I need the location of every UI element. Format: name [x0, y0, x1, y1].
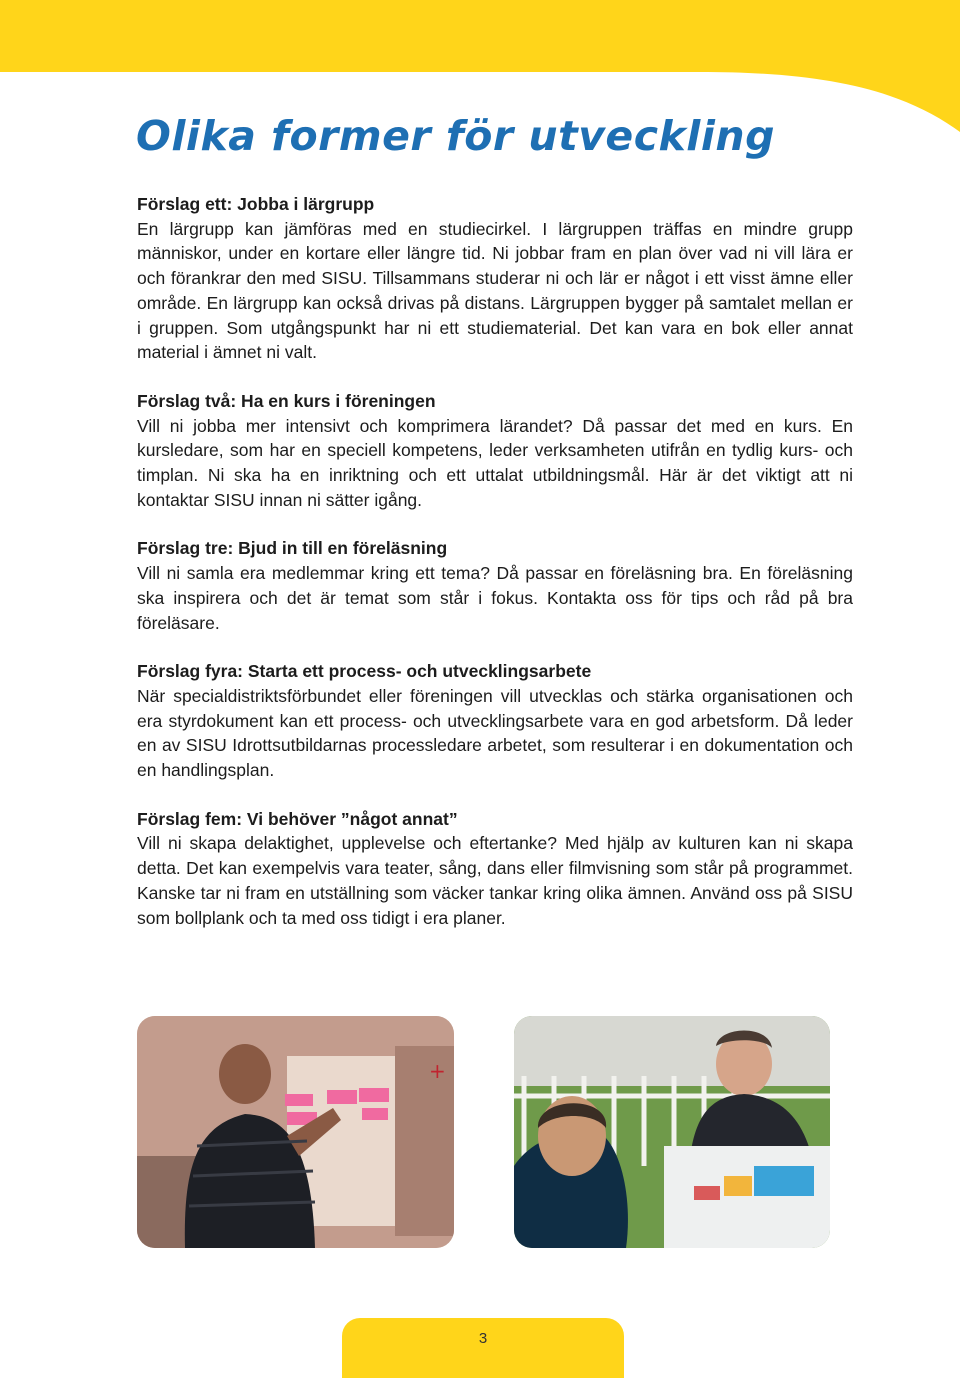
section-text: När specialdistriktsförbundet eller föreningen vill utvecklas och stärka organisationen och era styrdokument kan ett process- och utvecklingsarbete vara en god arbetsform. Då leder en av SISU Idrottsutbildarnas processledare arbetet, som resulterar i en dokumentation och en handlingsplan. [137, 685, 853, 781]
section-process [137, 659, 853, 783]
section-text: En lärgrupp kan jämföras med en studiecirkel. I lärgruppen träffas en mindre grupp människor, under en kortare eller längre tid. Ni jobbar fram en plan över vad ni vill lära er och förankrar den med SISU. Tillsammans studerar ni och lär er något i ett visst ämne eller område. En lärgrupp kan också drivas på distans. Lärgruppen bygger på samtalet mellan er i gruppen. Som utgångspunkt har ni ett studiematerial. Det kan vara en bok eller annat material i ämnet ni valt. [137, 218, 853, 363]
page-title: Olika former för utveckling [136, 112, 775, 160]
article-body [137, 192, 853, 954]
section-nagot-annat [137, 807, 853, 931]
section-text: Vill ni skapa delaktighet, upplevelse och eftertanke? Med hjälp av kulturen kan ni skapa detta. Det kan exempelvis vara teater, sång, dans eller filmvisning som står på programmet. Kanske tar ni fram en utställning som väcker tankar kring olika ämnen. Använd oss på SISU som bollplank och ta med oss tidigt i era planer. [137, 833, 853, 928]
section-heading: Förslag fem: Vi behöver ”något annat” [137, 808, 458, 829]
section-heading: Förslag fyra: Starta ett process- och utvecklingsarbete [137, 661, 592, 682]
section-larggrupp [137, 192, 853, 365]
photo-meeting [514, 1016, 830, 1248]
page-number-tab [342, 1318, 624, 1378]
svg-text:+: + [429, 1059, 446, 1083]
section-forelasning [137, 536, 853, 635]
section-heading: Förslag två: Ha en kurs i föreningen [137, 390, 436, 411]
section-heading: Förslag tre: Bjud in till en föreläsning [137, 538, 448, 559]
photo-workshop-wall [137, 1016, 454, 1248]
section-text: Vill ni jobba mer intensivt och komprimera lärandet? Då passar det med en kurs. En kursledare, som har en speciell kompetens, leder verksamheten utifrån en tydlig kurs- och timplan. Ni ska ha en inriktning och ett uttalat utbildningsmål. Här är det viktigt att ni kontaktar SISU innan ni sätter igång. [137, 415, 853, 510]
section-heading: Förslag ett: Jobba i lärgrupp [137, 194, 375, 214]
section-kurs [137, 389, 853, 513]
page-number: 3 [478, 1330, 488, 1347]
section-text: Vill ni samla era medlemmar kring ett tema? Då passar en föreläsning bra. En föreläsning ska inspirera och det är temat som står i fokus. Kontakta oss för tips och råd på bra föreläsare. [137, 563, 853, 633]
